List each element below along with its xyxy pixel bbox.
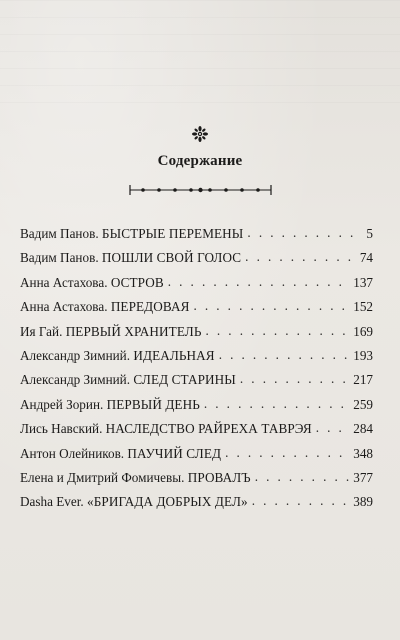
toc-entry-title bbox=[20, 393, 200, 417]
toc-entry bbox=[20, 368, 373, 392]
toc-page-number: 5 bbox=[366, 226, 373, 241]
dot-leader bbox=[219, 343, 350, 367]
toc-author: Вадим Панов. bbox=[20, 250, 99, 266]
toc-entry bbox=[20, 295, 373, 319]
toc-author: Ия Гай. bbox=[20, 323, 63, 339]
toc-page-number: 348 bbox=[353, 445, 373, 461]
dot-leader bbox=[255, 465, 350, 489]
toc-work: НАСЛЕДСТВО РАЙРЕХА ТАВРЭЯ bbox=[105, 421, 312, 437]
toc-page-number: 259 bbox=[353, 396, 373, 412]
toc-work: ПРОВАЛЪ bbox=[187, 469, 251, 485]
contents-heading: Содержание bbox=[157, 153, 243, 169]
toc-entry-title bbox=[20, 295, 190, 319]
toc-page-number: 137 bbox=[353, 274, 373, 290]
dotted-divider-icon bbox=[128, 183, 273, 197]
toc-work: ОСТРОВ bbox=[110, 274, 164, 290]
toc-entry-title bbox=[20, 246, 241, 270]
toc-entry-title bbox=[20, 344, 215, 368]
toc-work: ПАУЧИЙ СЛЕД bbox=[127, 445, 222, 461]
toc-page-number: 377 bbox=[353, 469, 373, 485]
show-through-text bbox=[0, 0, 400, 110]
toc-author: Андрей Зорин. bbox=[20, 396, 104, 412]
toc-page-number: 217 bbox=[353, 372, 373, 388]
toc-entry bbox=[20, 442, 373, 466]
toc-entry bbox=[20, 466, 373, 490]
toc-author: Анна Астахова. bbox=[20, 274, 108, 290]
toc-entry-title bbox=[20, 271, 164, 295]
dot-leader bbox=[247, 221, 362, 245]
dot-leader bbox=[252, 489, 349, 513]
dot-leader bbox=[204, 392, 349, 416]
flower-ornament-icon bbox=[190, 124, 210, 144]
toc-entry-title bbox=[20, 442, 221, 466]
toc-entry-title bbox=[20, 368, 236, 392]
toc-author: Антон Олейников. bbox=[20, 445, 125, 461]
toc-entry-title bbox=[20, 222, 243, 246]
toc-work: ПЕРВЫЙ ХРАНИТЕЛЬ bbox=[65, 323, 202, 339]
toc-entry bbox=[20, 222, 373, 246]
toc-author: Елена и Дмитрий Фомичевы. bbox=[20, 469, 185, 485]
toc-page-number: 389 bbox=[353, 494, 373, 510]
toc-work: «БРИГАДА ДОБРЫХ ДЕЛ» bbox=[87, 494, 248, 510]
dot-leader bbox=[206, 319, 350, 343]
toc-work: БЫСТРЫЕ ПЕРЕМЕНЫ bbox=[101, 226, 244, 241]
toc-entry bbox=[20, 271, 373, 295]
dot-leader bbox=[316, 416, 349, 440]
toc-page-number: 284 bbox=[353, 421, 373, 437]
toc-entry bbox=[20, 320, 373, 344]
toc-entry-title bbox=[20, 320, 202, 344]
toc-page-number: 74 bbox=[359, 250, 373, 266]
toc-work: СЛЕД СТАРИНЫ bbox=[133, 372, 236, 388]
dot-leader bbox=[225, 441, 349, 465]
toc-work: ПОШЛИ СВОЙ ГОЛОС bbox=[101, 250, 242, 266]
toc-author: Вадим Панов. bbox=[20, 226, 99, 241]
toc-entry bbox=[20, 490, 373, 514]
toc-author: Анна Астахова. bbox=[20, 299, 108, 315]
toc-work: ПЕРВЫЙ ДЕНЬ bbox=[106, 396, 200, 412]
toc-entry bbox=[20, 393, 373, 417]
toc-work: ИДЕАЛЬНАЯ bbox=[133, 347, 215, 363]
toc-entry-title bbox=[20, 490, 248, 514]
toc-work: ПЕРЕДОВАЯ bbox=[110, 299, 190, 315]
dot-leader bbox=[245, 245, 356, 269]
toc-author: Лись Навский. bbox=[20, 421, 103, 437]
toc-page-number: 169 bbox=[353, 323, 373, 339]
toc-page-number: 152 bbox=[353, 299, 373, 315]
toc-page-number: 193 bbox=[353, 347, 373, 363]
toc-entry bbox=[20, 246, 373, 270]
toc-author: Александр Зимний. bbox=[20, 372, 131, 388]
toc-entry bbox=[20, 417, 373, 441]
dot-leader bbox=[194, 294, 350, 318]
toc-entry bbox=[20, 344, 373, 368]
toc-entry-title bbox=[20, 466, 251, 490]
toc-author: Dasha Ever. bbox=[20, 494, 84, 510]
dot-leader bbox=[240, 367, 349, 391]
table-of-contents bbox=[20, 222, 373, 515]
toc-entry-title bbox=[20, 417, 312, 441]
dot-leader bbox=[168, 270, 349, 294]
toc-author: Александр Зимний. bbox=[20, 347, 131, 363]
